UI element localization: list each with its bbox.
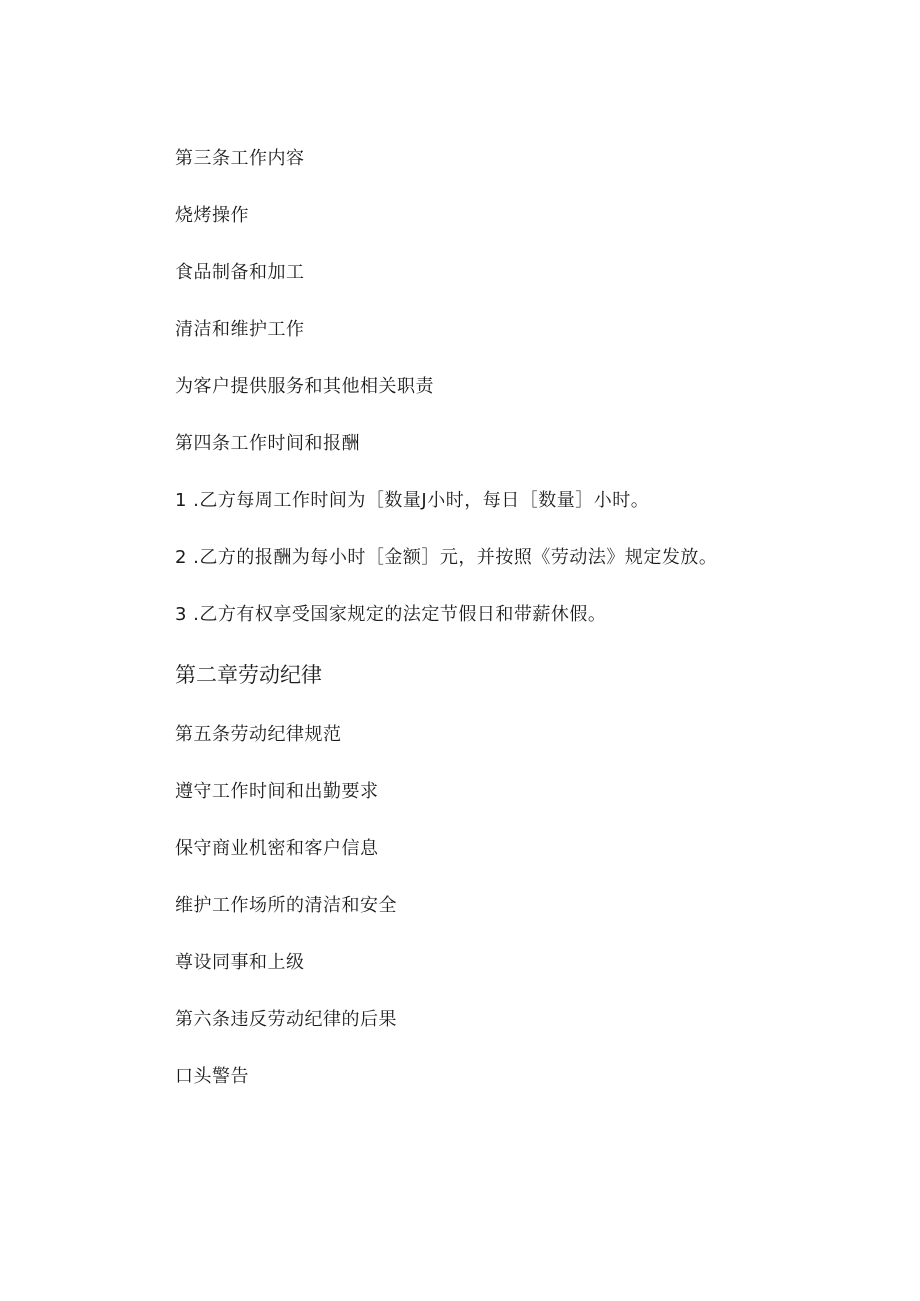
numbered-clause-2: 2 .乙方的报酬为每小时［金额］元，并按照《劳动法》规定发放。 <box>175 547 718 568</box>
paragraph-line: 口头警告 <box>175 1066 249 1087</box>
paragraph-line: 保守商业机密和客户信息 <box>175 838 379 859</box>
numbered-clause-3: 3 .乙方有权享受国家规定的法定节假日和带薪休假。 <box>175 604 607 625</box>
article-4-title: 第四条工作时间和报酬 <box>175 433 360 454</box>
paragraph-line: 遵守工作时间和出勤要求 <box>175 781 379 802</box>
paragraph-line: 尊设同事和上级 <box>175 952 305 973</box>
chapter-2-heading: 第二章劳动纪律 <box>175 663 322 687</box>
paragraph-line: 清洁和维护工作 <box>175 319 305 340</box>
article-6-title: 第六条违反劳动纪律的后果 <box>175 1009 397 1030</box>
paragraph-line: 为客户提供服务和其他相关职责 <box>175 376 434 397</box>
numbered-clause-1: 1 .乙方每周工作时间为［数量J小时，每日［数量］小时。 <box>175 490 650 511</box>
article-3-title: 第三条工作内容 <box>175 148 305 169</box>
paragraph-line: 烧烤操作 <box>175 205 249 226</box>
paragraph-line: 维护工作场所的清洁和安全 <box>175 895 397 916</box>
article-5-title: 第五条劳动纪律规范 <box>175 724 342 745</box>
paragraph-line: 食品制备和加工 <box>175 262 305 283</box>
